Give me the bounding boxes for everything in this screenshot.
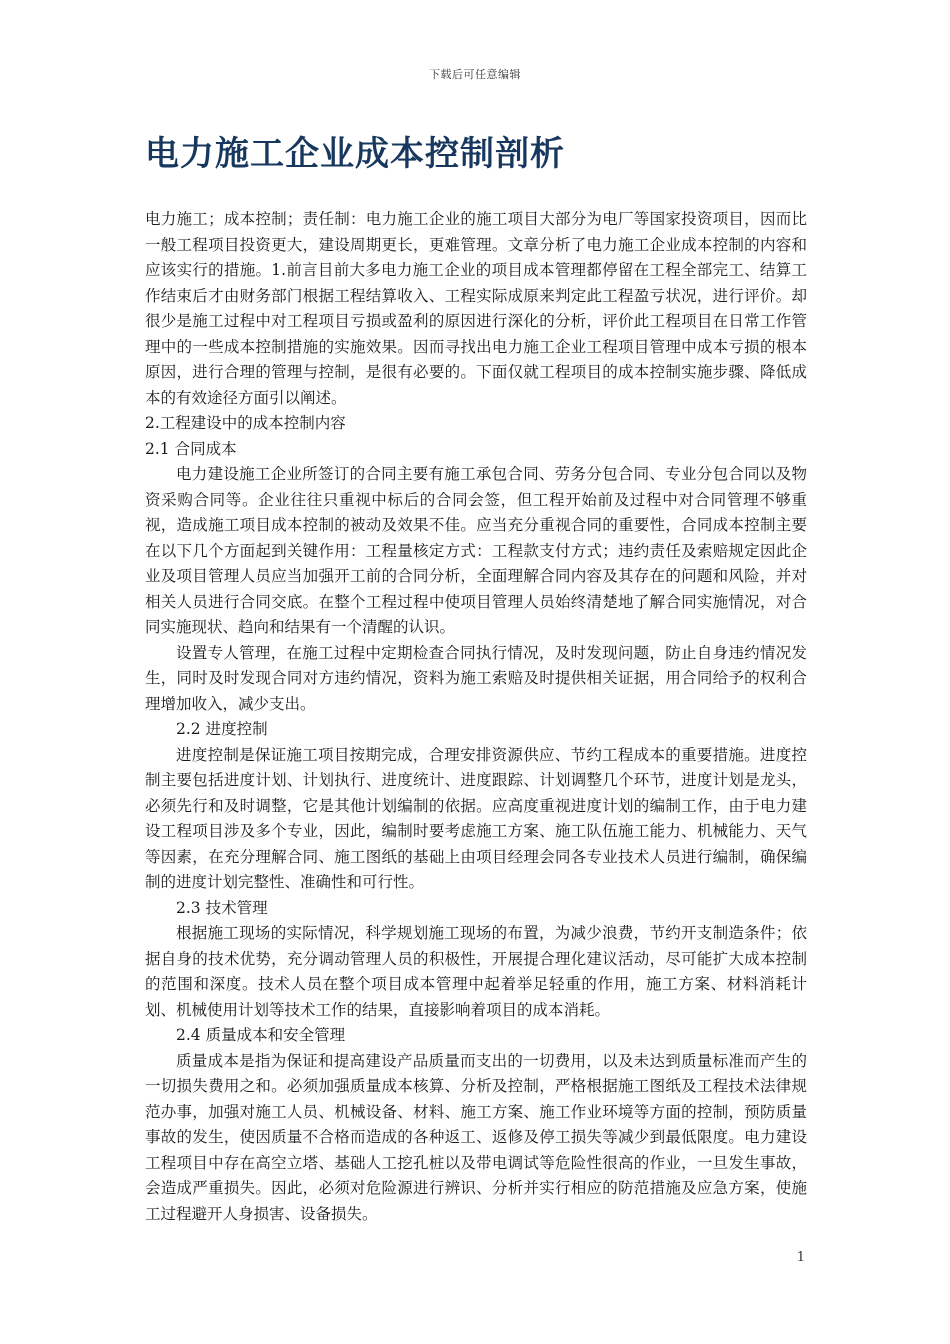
section-heading-2-4: 2.4 质量成本和安全管理 bbox=[176, 1026, 346, 1044]
paragraph-contract-management: 设置专人管理，在施工过程中定期检查合同执行情况，及时发现问题，防止自身违约情况发生，同时及时发现合同对方违约情况，资料为施工索赔及时提供相关证据，用合同给予的权利合理增加收入，减少支出。 bbox=[145, 643, 807, 713]
section-heading-2-2: 2.2 进度控制 bbox=[176, 720, 268, 738]
paragraph-schedule-control: 进度控制是保证施工项目按期完成，合理安排资源供应、节约工程成本的重要措施。进度控制主要包括进度计划、计划执行、进度统计、进度跟踪、计划调整几个环节，进度计划是龙头，必须先行和及时调整，它是其他计划编制的依据。应高度重视进度计划的编制工作，由于电力建设工程项目涉及多个专业，因此，编制时要考虑施工方案、施工队伍施工能力、机械能力、天气等因素，在充分理解合同、施工图纸的基础上由项目经理会同各专业技术人员进行编制，确保编制的进度计划完整性、准确性和可行性。 bbox=[145, 745, 807, 891]
section-heading-2-3: 2.3 技术管理 bbox=[176, 898, 268, 917]
document-body bbox=[145, 207, 807, 1227]
paragraph-quality-safety: 质量成本是指为保证和提高建设产品质量而支出的一切费用，以及未达到质量标准而产生的一切损失费用之和。必须加强质量成本核算、分析及控制，严格根据施工图纸及工程技术法律规范办事，加强对施工人员、机械设备、材料、施工方案、施工作业环境等方面的控制，预防质量事故的发生，使因质量不合格而造成的各种返工、返修及停工损失等减少到最低限度。电力建设工程项目中存在高空立塔、基础人工挖孔桩以及带电调试等危险性很高的作业，一旦发生事故，会造成严重损失。因此，必须对危险源进行辨识、分析并实行相应的防范措施及应急方案，使施工过程避开人身损害、设备损失。 bbox=[145, 1051, 807, 1223]
page-number: 1 bbox=[796, 1250, 805, 1265]
section-heading-2: 2.工程建设中的成本控制内容 bbox=[145, 414, 346, 432]
paragraph-contract-cost: 电力建设施工企业所签订的合同主要有施工承包合同、劳务分包合同、专业分包合同以及物资采购合同等。企业往往只重视中标后的合同会签，但工程开始前及过程中对合同管理不够重视，造成施工项目成本控制的被动及效果不佳。应当充分重视合同的重要性，合同成本控制主要在以下几个方面起到关键作用：工程量核定方式：工程款支付方式；违约责任及索赔规定因此企业及项目管理人员应当加强开工前的合同分析，全面理解合同内容及其存在的问题和风险，并对相关人员进行合同交底。在整个工程过程中使项目管理人员始终清楚地了解合同实施情况，对合同实施现状、趋向和结果有一个清醒的认识。 bbox=[145, 465, 807, 636]
header-note: 下载后可任意编辑 bbox=[429, 68, 521, 81]
paragraph-abstract: 电力施工；成本控制；责任制：电力施工企业的施工项目大部分为电厂等国家投资项目，因而比一般工程项目投资更大，建设周期更长，更难管理。文章分析了电力施工企业成本控制的内容和应该实行的措施。1.前言目前大多电力施工企业的项目成本管理都停留在工程全部完工、结算工作结束后才由财务部门根据工程结算收入、工程实际成原来判定此工程盈亏状况，进行评价。却很少是施工过程中对工程项目亏损或盈利的原因进行深化的分析，评价此工程项目在日常工作管理中的一些成本控制措施的实施效果。因而寻找出电力施工企业工程项目管理中成本亏损的根本原因，进行合理的管理与控制，是很有必要的。下面仅就工程项目的成本控制实施步骤、降低成本的有效途径方面引以阐述。 bbox=[145, 210, 807, 407]
paragraph-technical-management: 根据施工现场的实际情况，科学规划施工现场的布置，为减少浪费，节约开支制造条件；依据自身的技术优势，充分调动管理人员的积极性，开展提合理化建议活动，尽可能扩大成本控制的范围和深度。技术人员在整个项目成本管理中起着举足轻重的作用，施工方案、材料消耗计划、机械使用计划等技术工作的结果，直接影响着项目的成本消耗。 bbox=[145, 924, 807, 1019]
document-title: 电力施工企业成本控制剖析 bbox=[145, 134, 565, 174]
section-heading-2-1: 2.1 合同成本 bbox=[145, 439, 237, 458]
